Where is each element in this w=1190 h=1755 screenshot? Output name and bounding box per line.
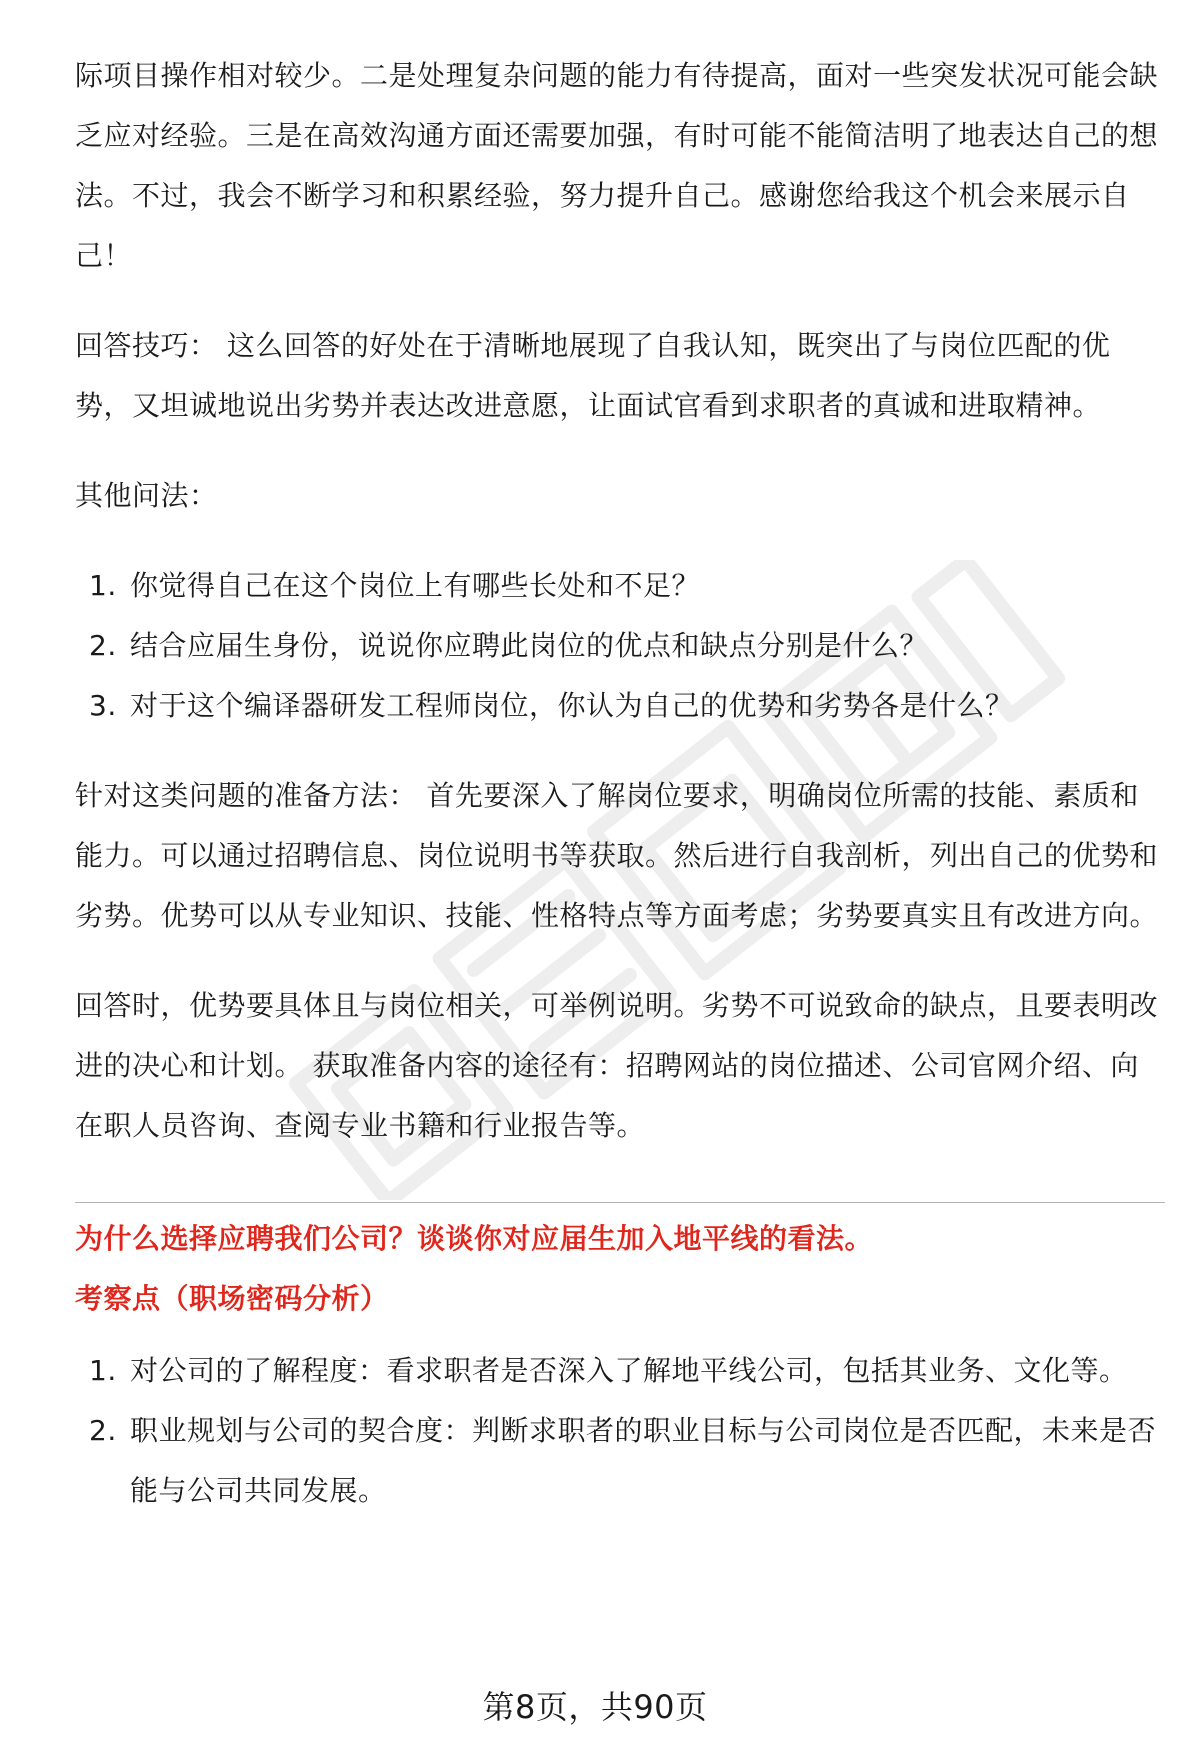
list-item — [75, 556, 1165, 616]
exam-points-heading: 考察点（职场密码分析） — [75, 1282, 389, 1315]
list-item — [75, 616, 1165, 676]
page-footer: 第8页，共90页 — [482, 1688, 708, 1726]
prep-method-paragraph: 针对这类问题的准备方法： 首先要深入了解岗位要求，明确岗位所需的技能、素质和能力。可以通过招聘信息、岗位说明书等获取。然后进行自我剖析，列出自己的优势和劣势。优势可以从专业知识、技能、性格特点等方面考虑；劣势要真实且有改进方向。 — [75, 779, 1159, 932]
section-divider — [75, 1202, 1165, 1203]
answer-advice-paragraph: 回答时，优势要具体且与岗位相关，可举例说明。劣势不可说致命的缺点，且要表明改进的决心和计划。 获取准备内容的途径有：招聘网站的岗位描述、公司官网介绍、向在职人员咨询、查阅专业书籍和行业报告等。 — [75, 989, 1159, 1142]
intro-paragraph: 际项目操作相对较少。二是处理复杂问题的能力有待提高，面对一些突发状况可能会缺乏应对经验。三是在高效沟通方面还需要加强，有时可能不能简洁明了地表达自己的想法。不过，我会不断学习和积累经验，努力提升自己。感谢您给我这个机会来展示自己！ — [75, 59, 1159, 272]
list-item-number: 3. — [89, 689, 117, 722]
list-item-number: 2. — [89, 629, 117, 662]
list-item-text: 你觉得自己在这个岗位上有哪些长处和不足？ — [130, 569, 701, 602]
list-item-text: 对于这个编译器研发工程师岗位，你认为自己的优势和劣势各是什么？ — [130, 689, 1014, 722]
list-item-number: 1. — [89, 569, 117, 602]
list-item — [75, 1341, 1165, 1401]
list-item-number: 1. — [89, 1354, 117, 1387]
list-item-number: 2. — [89, 1414, 117, 1447]
other-questions-list — [75, 556, 1165, 736]
list-item — [75, 1401, 1165, 1521]
other-questions-label: 其他问法： — [75, 479, 218, 512]
list-item-text: 对公司的了解程度：看求职者是否深入了解地平线公司，包括其业务、文化等。 — [130, 1354, 1128, 1387]
list-item-text: 结合应届生身份，说说你应聘此岗位的优点和缺点分别是什么？ — [130, 629, 929, 662]
document-page — [75, 46, 1165, 1521]
list-item-text: 职业规划与公司的契合度：判断求职者的职业目标与公司岗位是否匹配，未来是否能与公司共同发展。 — [130, 1414, 1157, 1507]
exam-points-list — [75, 1341, 1165, 1521]
answer-tip-paragraph: 回答技巧： 这么回答的好处在于清晰地展现了自我认知，既突出了与岗位匹配的优势，又坦诚地说出劣势并表达改进意愿，让面试官看到求职者的真诚和进取精神。 — [75, 329, 1111, 422]
question-heading: 为什么选择应聘我们公司？谈谈你对应届生加入地平线的看法。 — [75, 1222, 874, 1255]
list-item — [75, 676, 1165, 736]
